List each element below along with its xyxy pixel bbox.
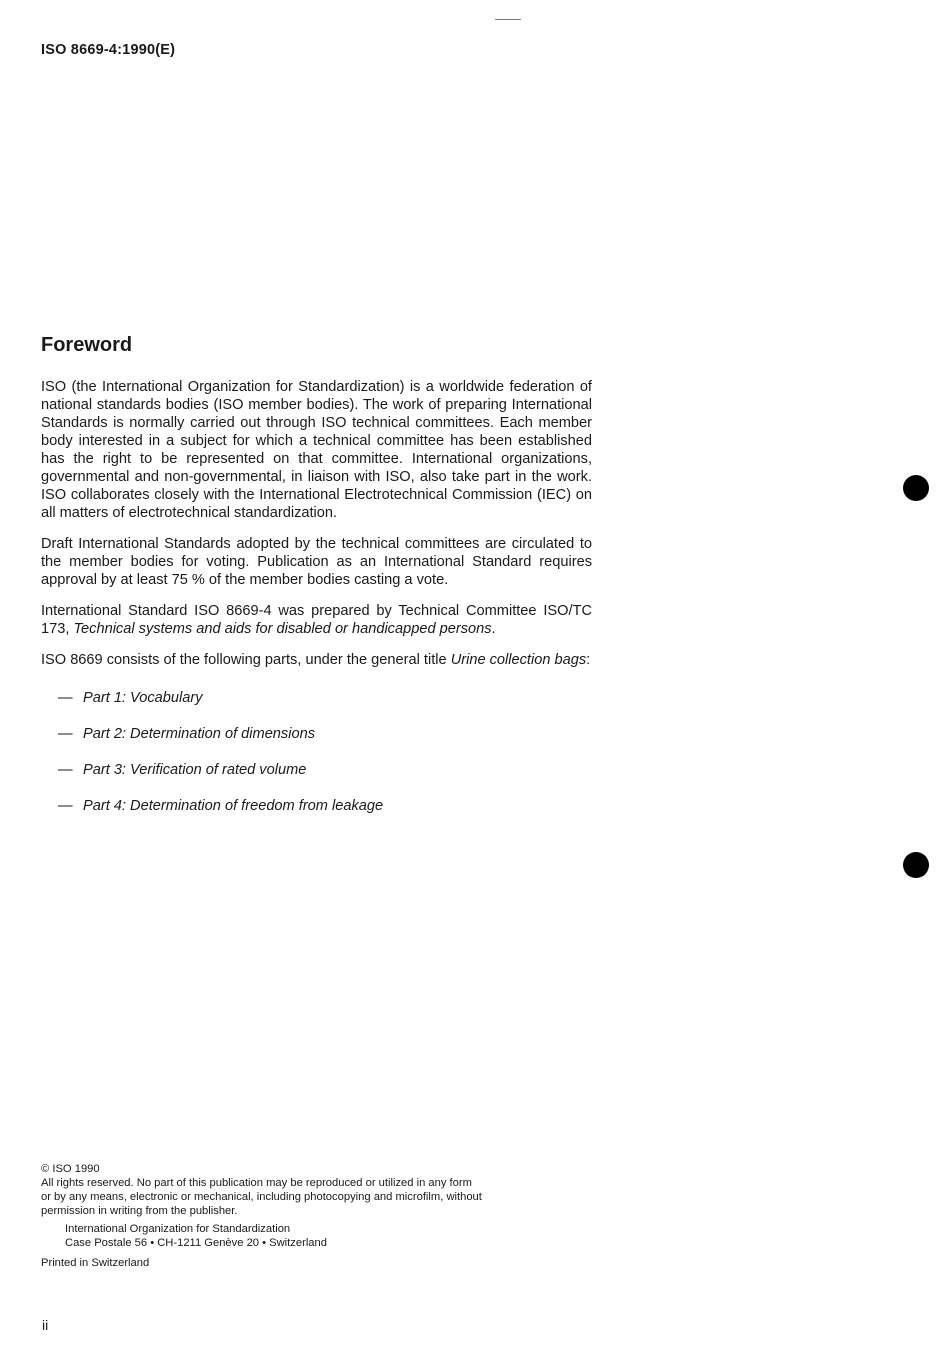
copyright-block: [41, 1162, 601, 1270]
paragraph-prepared-by: International Standard ISO 8669-4 was prepared by Technical Committee ISO/TC 173, Technical systems and aids for disabled or handicapped persons.: [41, 603, 592, 637]
paragraph-iso-intro: ISO (the International Organization for Standardization) is a worldwide federation of national standards bodies (ISO member bodies). The work of preparing International Standards is normally carried out through ISO technical committees. Each member body interested in a subject for which a technical committee has been established has the right to be represented on that committee. International organizations, governmental and non-governmental, in liaison with ISO, also take part in the work. ISO collaborates closely with the International Electrotechnical Commission (IEC) on all matters of electrotechnical standardization.: [41, 379, 592, 521]
part-label: Part 2: Determination of dimensions: [83, 726, 315, 742]
list-item: [41, 761, 592, 779]
page-number: ii: [42, 1317, 49, 1333]
margin-bullet-icon: [903, 852, 929, 878]
organization-name: International Organization for Standardization: [65, 1223, 291, 1235]
paragraph-draft-standards: Draft International Standards adopted by the technical committees are circulated to the member bodies for voting. Publication as an International Standard requires approval by at least 75 % of the member bodies casting a vote.: [41, 536, 592, 588]
copyright-notice: © ISO 1990: [41, 1163, 100, 1175]
prepared-by-text: International Standard ISO 8669-4 was prepared by Technical Committee ISO/TC 173,: [41, 603, 592, 637]
foreword-heading: Foreword: [41, 334, 133, 356]
top-rule: [495, 19, 521, 20]
rights-line: or by any means, electronic or mechanical, including photocopying and microfilm, without: [41, 1191, 482, 1203]
organization-address: Case Postale 56 • CH-1211 Genève 20 • Switzerland: [65, 1237, 327, 1249]
rights-line: permission in writing from the publisher.: [41, 1205, 238, 1217]
parts-list: [41, 689, 592, 815]
document-id: ISO 8669-4:1990(E): [41, 42, 176, 58]
dash: —: [58, 726, 73, 742]
rights-line: All rights reserved. No part of this publication may be reproduced or utilized in any form: [41, 1177, 472, 1189]
general-title: Urine collection bags: [450, 652, 587, 668]
part-label: Part 3: Verification of rated volume: [83, 762, 307, 778]
printed-in: Printed in Switzerland: [41, 1257, 150, 1269]
list-item: [41, 725, 592, 743]
part-label: Part 1: Vocabulary: [83, 690, 203, 706]
margin-bullet-icon: [903, 475, 929, 501]
list-item: [41, 689, 592, 707]
committee-title: Technical systems and aids for disabled or handicapped persons: [73, 621, 492, 637]
foreword-body: [41, 378, 592, 833]
list-item: [41, 797, 592, 815]
paragraph-consists-of: ISO 8669 consists of the following parts, under the general title Urine collection bags:: [41, 652, 591, 668]
dash: —: [58, 690, 73, 706]
part-label: Part 4: Determination of freedom from leakage: [83, 798, 384, 814]
dash: —: [58, 798, 73, 814]
consists-of-text: ISO 8669 consists of the following parts, under the general title: [41, 652, 447, 668]
dash: —: [58, 762, 73, 778]
